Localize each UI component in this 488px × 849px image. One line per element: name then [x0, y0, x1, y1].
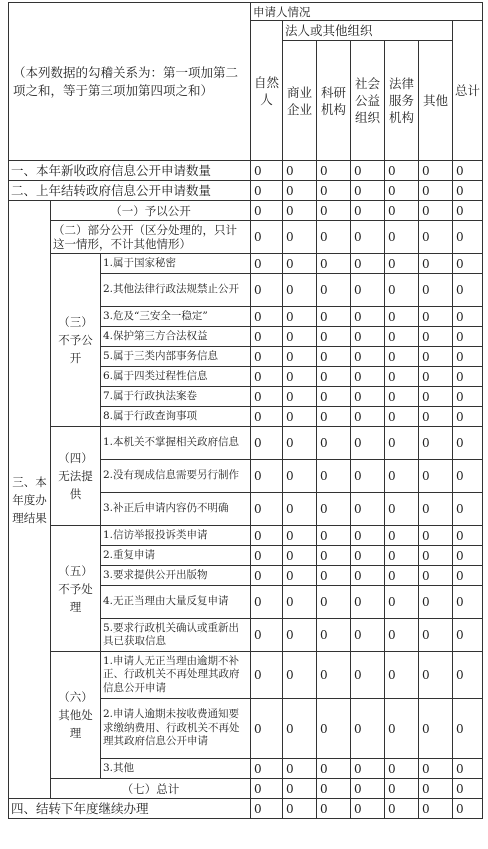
group-4-label: （四）无法提供 — [51, 427, 101, 526]
value-cell: 0 — [385, 799, 419, 819]
commercial-header: 商业企业 — [283, 41, 317, 161]
other-org-header: 其他 — [419, 41, 453, 161]
value-cell: 0 — [283, 347, 317, 367]
value-cell: 0 — [317, 221, 351, 254]
row-label: 二、上年结转政府信息公开申请数量 — [9, 181, 251, 201]
value-cell: 0 — [385, 327, 419, 347]
value-cell: 0 — [453, 619, 483, 652]
section-3-label: 三、本年度办理结果 — [9, 201, 51, 799]
row-label: 1.申请人无正当理由逾期不补正、行政机关不再处理其政府信息公开申请 — [101, 652, 251, 699]
value-cell: 0 — [419, 407, 453, 427]
value-cell: 0 — [317, 181, 351, 201]
value-cell: 0 — [385, 221, 419, 254]
value-cell: 0 — [283, 619, 317, 652]
value-cell: 0 — [283, 307, 317, 327]
value-cell: 0 — [251, 493, 283, 526]
value-cell: 0 — [283, 759, 317, 779]
value-cell: 0 — [419, 619, 453, 652]
row-label: 6.属于四类过程性信息 — [101, 367, 251, 387]
row-label: 2.重复申请 — [101, 546, 251, 566]
value-cell: 0 — [419, 699, 453, 759]
value-cell: 0 — [351, 274, 385, 307]
value-cell: 0 — [385, 254, 419, 274]
value-cell: 0 — [453, 221, 483, 254]
value-cell: 0 — [283, 566, 317, 586]
value-cell: 0 — [419, 181, 453, 201]
value-cell: 0 — [419, 221, 453, 254]
value-cell: 0 — [317, 347, 351, 367]
value-cell: 0 — [419, 307, 453, 327]
value-cell: 0 — [351, 652, 385, 699]
value-cell: 0 — [385, 493, 419, 526]
value-cell: 0 — [351, 407, 385, 427]
row-label: 8.属于行政查询事项 — [101, 407, 251, 427]
value-cell: 0 — [317, 799, 351, 819]
value-cell: 0 — [283, 779, 317, 799]
value-cell: 0 — [385, 274, 419, 307]
value-cell: 0 — [251, 367, 283, 387]
value-cell: 0 — [251, 201, 283, 221]
value-cell: 0 — [351, 546, 385, 566]
value-cell: 0 — [419, 367, 453, 387]
row-label: （七）总计 — [51, 779, 251, 799]
value-cell: 0 — [385, 407, 419, 427]
value-cell: 0 — [453, 201, 483, 221]
row-label: 5.属于三类内部事务信息 — [101, 347, 251, 367]
value-cell: 0 — [453, 327, 483, 347]
value-cell: 0 — [385, 619, 419, 652]
group-3-label: （三）不予公开 — [51, 254, 101, 427]
value-cell: 0 — [283, 181, 317, 201]
value-cell: 0 — [283, 652, 317, 699]
value-cell: 0 — [351, 566, 385, 586]
value-cell: 0 — [317, 367, 351, 387]
row-label: 四、结转下年度继续办理 — [9, 799, 251, 819]
value-cell: 0 — [283, 586, 317, 619]
group-6-label: （六）其他处理 — [51, 652, 101, 779]
value-cell: 0 — [317, 586, 351, 619]
value-cell: 0 — [283, 493, 317, 526]
value-cell: 0 — [419, 460, 453, 493]
value-cell: 0 — [419, 779, 453, 799]
value-cell: 0 — [419, 546, 453, 566]
value-cell: 0 — [317, 526, 351, 546]
value-cell: 0 — [453, 699, 483, 759]
value-cell: 0 — [251, 546, 283, 566]
value-cell: 0 — [317, 254, 351, 274]
value-cell: 0 — [317, 493, 351, 526]
value-cell: 0 — [453, 566, 483, 586]
value-cell: 0 — [419, 201, 453, 221]
value-cell: 0 — [283, 460, 317, 493]
value-cell: 0 — [251, 619, 283, 652]
value-cell: 0 — [251, 699, 283, 759]
value-cell: 0 — [317, 407, 351, 427]
value-cell: 0 — [317, 779, 351, 799]
value-cell: 0 — [453, 254, 483, 274]
value-cell: 0 — [419, 254, 453, 274]
value-cell: 0 — [419, 274, 453, 307]
value-cell: 0 — [351, 427, 385, 460]
value-cell: 0 — [317, 566, 351, 586]
value-cell: 0 — [419, 526, 453, 546]
value-cell: 0 — [251, 307, 283, 327]
value-cell: 0 — [317, 699, 351, 759]
value-cell: 0 — [251, 254, 283, 274]
row-label: 一、本年新收政府信息公开申请数量 — [9, 161, 251, 181]
row-label: 7.属于行政执法案卷 — [101, 387, 251, 407]
row-label: 5.要求行政机关确认或重新出具已获取信息 — [101, 619, 251, 652]
value-cell: 0 — [419, 161, 453, 181]
value-cell: 0 — [351, 586, 385, 619]
value-cell: 0 — [317, 161, 351, 181]
row-label: （二）部分公开（区分处理的，只计这一情形，不计其他情形） — [51, 221, 251, 254]
value-cell: 0 — [317, 652, 351, 699]
total-header: 总计 — [453, 21, 483, 161]
value-cell: 0 — [419, 347, 453, 367]
legal-service-header: 法律服务机构 — [385, 41, 419, 161]
value-cell: 0 — [351, 254, 385, 274]
public-welfare-header: 社会公益组织 — [351, 41, 385, 161]
value-cell: 0 — [283, 161, 317, 181]
value-cell: 0 — [351, 387, 385, 407]
research-header: 科研机构 — [317, 41, 351, 161]
value-cell: 0 — [453, 161, 483, 181]
group-5-label: （五）不予处理 — [51, 526, 101, 652]
value-cell: 0 — [453, 460, 483, 493]
value-cell: 0 — [453, 493, 483, 526]
value-cell: 0 — [419, 799, 453, 819]
value-cell: 0 — [351, 307, 385, 327]
value-cell: 0 — [251, 566, 283, 586]
value-cell: 0 — [251, 181, 283, 201]
value-cell: 0 — [351, 460, 385, 493]
value-cell: 0 — [419, 652, 453, 699]
value-cell: 0 — [453, 586, 483, 619]
value-cell: 0 — [283, 427, 317, 460]
value-cell: 0 — [453, 387, 483, 407]
value-cell: 0 — [453, 526, 483, 546]
value-cell: 0 — [385, 201, 419, 221]
row-label: 3.补正后申请内容仍不明确 — [101, 493, 251, 526]
value-cell: 0 — [385, 427, 419, 460]
value-cell: 0 — [283, 254, 317, 274]
row-label: 3.其他 — [101, 759, 251, 779]
value-cell: 0 — [351, 759, 385, 779]
disclosure-table — [8, 2, 483, 819]
value-cell: 0 — [385, 652, 419, 699]
value-cell: 0 — [251, 526, 283, 546]
value-cell: 0 — [283, 407, 317, 427]
value-cell: 0 — [317, 546, 351, 566]
value-cell: 0 — [351, 347, 385, 367]
value-cell: 0 — [251, 221, 283, 254]
value-cell: 0 — [251, 799, 283, 819]
value-cell: 0 — [317, 427, 351, 460]
value-cell: 0 — [453, 759, 483, 779]
value-cell: 0 — [283, 526, 317, 546]
value-cell: 0 — [453, 652, 483, 699]
value-cell: 0 — [283, 546, 317, 566]
value-cell: 0 — [351, 327, 385, 347]
value-cell: 0 — [453, 307, 483, 327]
row-label: 2.申请人逾期未按收费通知要求缴纳费用、行政机关不再处理其政府信息公开申请 — [101, 699, 251, 759]
value-cell: 0 — [385, 586, 419, 619]
value-cell: 0 — [453, 181, 483, 201]
value-cell: 0 — [419, 427, 453, 460]
value-cell: 0 — [251, 427, 283, 460]
value-cell: 0 — [385, 779, 419, 799]
value-cell: 0 — [351, 493, 385, 526]
value-cell: 0 — [317, 759, 351, 779]
value-cell: 0 — [453, 347, 483, 367]
value-cell: 0 — [317, 387, 351, 407]
value-cell: 0 — [251, 161, 283, 181]
value-cell: 0 — [419, 493, 453, 526]
value-cell: 0 — [317, 460, 351, 493]
value-cell: 0 — [453, 427, 483, 460]
value-cell: 0 — [251, 407, 283, 427]
value-cell: 0 — [251, 586, 283, 619]
value-cell: 0 — [419, 387, 453, 407]
value-cell: 0 — [385, 759, 419, 779]
value-cell: 0 — [351, 201, 385, 221]
value-cell: 0 — [385, 546, 419, 566]
value-cell: 0 — [351, 367, 385, 387]
row-label: 2.没有现成信息需要另行制作 — [101, 460, 251, 493]
value-cell: 0 — [419, 586, 453, 619]
value-cell: 0 — [283, 387, 317, 407]
value-cell: 0 — [317, 201, 351, 221]
value-cell: 0 — [283, 367, 317, 387]
row-label: 1.属于国家秘密 — [101, 254, 251, 274]
row-label: 2.其他法律行政法规禁止公开 — [101, 274, 251, 307]
value-cell: 0 — [385, 161, 419, 181]
value-cell: 0 — [251, 387, 283, 407]
value-cell: 0 — [385, 307, 419, 327]
value-cell: 0 — [385, 181, 419, 201]
row-label: 4.保护第三方合法权益 — [101, 327, 251, 347]
value-cell: 0 — [351, 526, 385, 546]
value-cell: 0 — [351, 799, 385, 819]
value-cell: 0 — [351, 161, 385, 181]
value-cell: 0 — [453, 367, 483, 387]
value-cell: 0 — [351, 181, 385, 201]
value-cell: 0 — [251, 274, 283, 307]
value-cell: 0 — [453, 274, 483, 307]
value-cell: 0 — [419, 566, 453, 586]
value-cell: 0 — [317, 307, 351, 327]
natural-person-header: 自然人 — [251, 21, 283, 161]
value-cell: 0 — [385, 526, 419, 546]
value-cell: 0 — [419, 759, 453, 779]
value-cell: 0 — [385, 367, 419, 387]
value-cell: 0 — [385, 699, 419, 759]
value-cell: 0 — [351, 699, 385, 759]
row-label: 1.信访举报投诉类申请 — [101, 526, 251, 546]
row-label: 4.无正当理由大量反复申请 — [101, 586, 251, 619]
value-cell: 0 — [453, 407, 483, 427]
value-cell: 0 — [251, 652, 283, 699]
value-cell: 0 — [283, 274, 317, 307]
value-cell: 0 — [419, 327, 453, 347]
value-cell: 0 — [351, 221, 385, 254]
value-cell: 0 — [317, 274, 351, 307]
value-cell: 0 — [385, 387, 419, 407]
applicant-header: 申请人情况 — [251, 3, 483, 21]
value-cell: 0 — [251, 460, 283, 493]
value-cell: 0 — [317, 619, 351, 652]
value-cell: 0 — [453, 779, 483, 799]
value-cell: 0 — [351, 619, 385, 652]
row-label: 3.要求提供公开出版物 — [101, 566, 251, 586]
value-cell: 0 — [283, 327, 317, 347]
value-cell: 0 — [385, 460, 419, 493]
legal-group-header: 法人或其他组织 — [283, 21, 453, 41]
row-label: 1.本机关不掌握相关政府信息 — [101, 427, 251, 460]
value-cell: 0 — [317, 327, 351, 347]
value-cell: 0 — [453, 799, 483, 819]
value-cell: 0 — [385, 566, 419, 586]
value-cell: 0 — [385, 347, 419, 367]
value-cell: 0 — [283, 699, 317, 759]
value-cell: 0 — [283, 221, 317, 254]
row-label: （一）予以公开 — [51, 201, 251, 221]
value-cell: 0 — [283, 201, 317, 221]
value-cell: 0 — [251, 759, 283, 779]
value-cell: 0 — [351, 779, 385, 799]
row-label: 3.危及“三安全一稳定” — [101, 307, 251, 327]
value-cell: 0 — [283, 799, 317, 819]
value-cell: 0 — [251, 779, 283, 799]
value-cell: 0 — [453, 546, 483, 566]
header-note: （本列数据的勾稽关系为：第一项加第二项之和，等于第三项加第四项之和） — [9, 3, 251, 161]
value-cell: 0 — [251, 347, 283, 367]
value-cell: 0 — [251, 327, 283, 347]
